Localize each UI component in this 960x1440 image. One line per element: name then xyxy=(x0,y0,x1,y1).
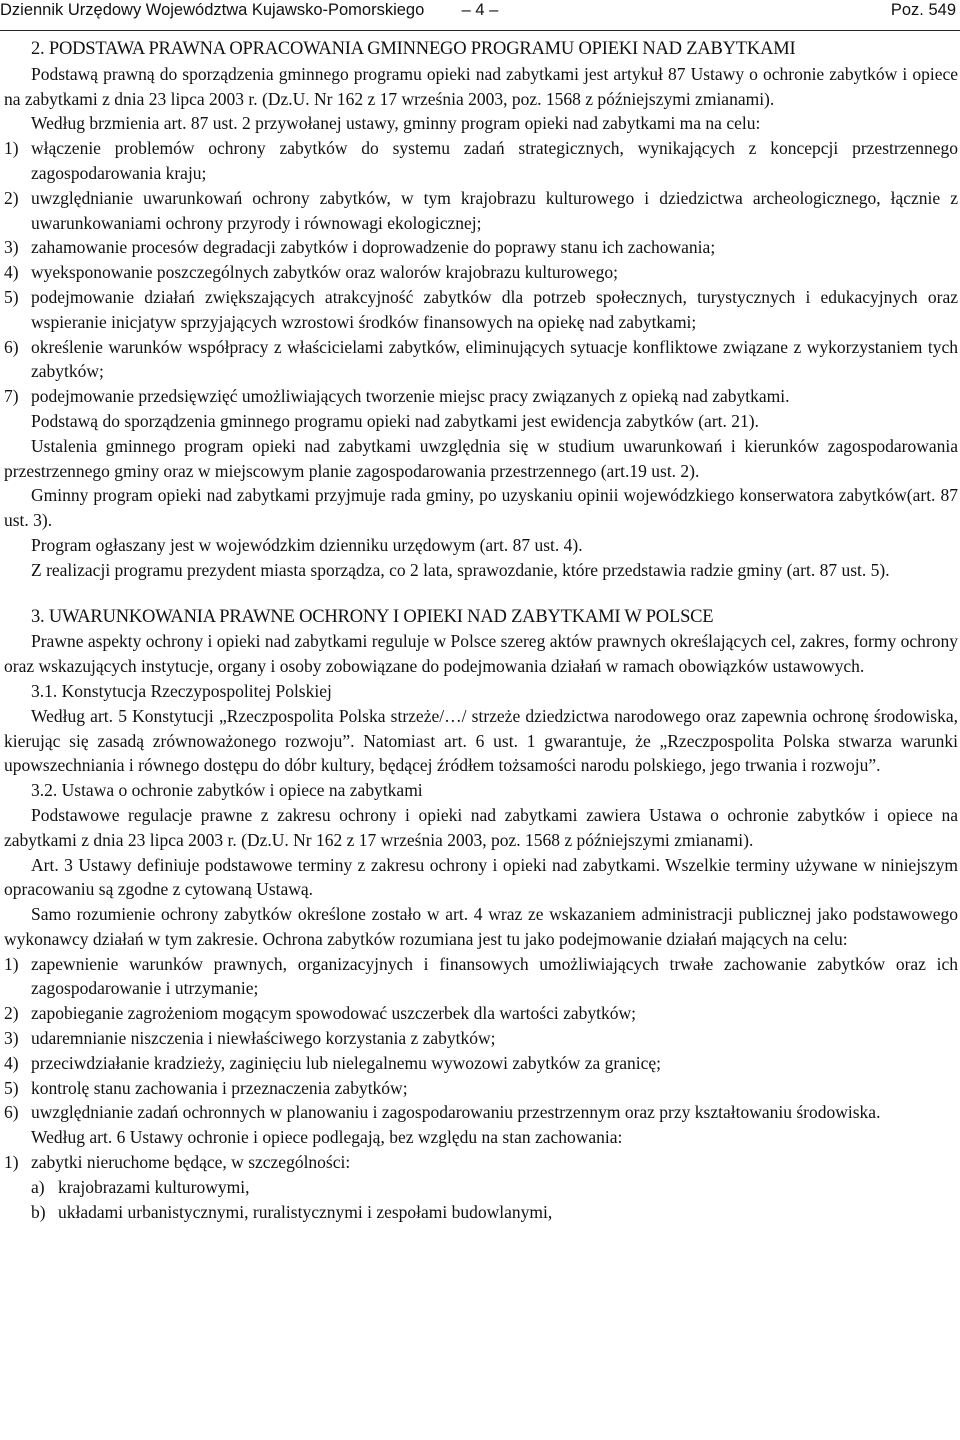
paragraph: Samo rozumienie ochrony zabytków określone zostało w art. 4 wraz ze wskazaniem administracji publicznej jako podstawowego wykonawcy działań w tym zakresie. Ochrona zabytków rozumiana jest tu jako podejmowanie działań mających na celu: xyxy=(4,904,958,949)
paragraph: Z realizacji programu prezydent miasta sporządza, co 2 lata, sprawozdanie, które przedstawia radzie gminy (art. 87 ust. 5). xyxy=(31,559,890,580)
list-item xyxy=(4,136,958,186)
goals-list xyxy=(4,136,958,409)
page-number: – 4 – xyxy=(461,1,499,19)
list-number: 4) xyxy=(4,262,19,283)
list-text: uwzględnianie zadań ochronnych w planowaniu i zagospodarowaniu przestrzennym oraz przy kształtowaniu środowiska. xyxy=(31,1102,881,1123)
list-text: przeciwdziałanie kradzieży, zaginięciu lub nielegalnemu wywozowi zabytków za granicę; xyxy=(31,1052,662,1073)
list-text: krajobrazami kulturowymi, xyxy=(58,1176,250,1197)
list-number: 3) xyxy=(4,1028,19,1049)
list-item xyxy=(4,1051,958,1076)
paragraph: Według art. 5 Konstytucji „Rzeczpospolita Polska strzeże/…/ strzeże dziedzictwa narodowego oraz zapewnia ochronę środowiska, kierując się zasadą zrównoważonego rozwoju”. Natomiast art. 6 ust. 1 gwarantuje, że „Rzeczpospolita Polska stwarza warunki upowszechniania i równego dostępu do dóbr kultury, będącej źródłem tożsamości narodu polskiego, jego trwania i rozwoju”. xyxy=(4,705,958,776)
paragraph: Podstawą do sporządzenia gminnego programu opieki nad zabytkami jest ewidencja zabytków (art. 21). xyxy=(31,410,759,431)
paragraph: Program ogłaszany jest w wojewódzkim dzienniku urzędowym (art. 87 ust. 4). xyxy=(31,534,583,555)
list-text: zahamowanie procesów degradacji zabytków i doprowadzenie do poprawy stanu ich zachowania; xyxy=(31,237,716,258)
list-text: układami urbanistycznymi, ruralistycznymi i zespołami budowlanymi, xyxy=(58,1201,553,1222)
sub-list-item xyxy=(4,1175,958,1200)
paragraph: Ustalenia gminnego program opieki nad zabytkami uwzględnia się w studium uwarunkowań i kierunków zagospodarowania przestrzennego gminy oraz w miejscowym planie zagospodarowania przestrzennego (art.19 ust. 2). xyxy=(4,435,958,481)
list-item xyxy=(4,1026,958,1051)
subsection-3-2-heading: 3.2. Ustawa o ochronie zabytków i opiece na zabytkami xyxy=(31,780,423,801)
list-number: 1) xyxy=(4,138,19,159)
list-letter: b) xyxy=(31,1201,46,1222)
protection-goals-list xyxy=(4,952,958,1126)
paragraph: Podstawą prawną do sporządzenia gminnego programu opieki nad zabytkami jest artykuł 87 Ustawy o ochronie zabytków i opiece na zabytkami z dnia 23 lipca 2003 r. (Dz.U. Nr 162 z 17 września 2003, poz. 1568 z późniejszymi zmianami). xyxy=(4,63,958,109)
list-number: 1) xyxy=(4,953,19,974)
list-text: udaremnianie niszczenia i niewłaściwego korzystania z zabytków; xyxy=(31,1028,496,1049)
paragraph: Według brzmienia art. 87 ust. 2 przywołanej ustawy, gminny program opieki nad zabytkami ma na celu: xyxy=(31,113,761,134)
journal-title: Dziennik Urzędowy Województwa Kujawsko-Pomorskiego xyxy=(0,1,425,19)
list-number: 2) xyxy=(4,187,19,208)
list-item xyxy=(4,384,958,409)
list-text: kontrolę stanu zachowania i przeznaczenia zabytków; xyxy=(31,1077,408,1098)
list-number: 2) xyxy=(4,1003,19,1024)
list-number: 1) xyxy=(4,1152,19,1173)
list-letter: a) xyxy=(31,1176,45,1197)
list-item xyxy=(4,952,958,1002)
list-number: 6) xyxy=(4,336,19,357)
paragraph: Gminny program opieki nad zabytkami przyjmuje rada gminy, po uzyskaniu opinii wojewódzkiego konserwatora zabytków(art. 87 ust. 3). xyxy=(4,485,958,531)
list-text: uwzględnianie uwarunkowań ochrony zabytków, w tym krajobrazu kulturowego i dziedzictwa archeologicznego, łącznie z uwarunkowaniami ochrony przyrody i równowagi ekologicznej; xyxy=(31,187,958,233)
list-number: 6) xyxy=(4,1102,19,1123)
list-item xyxy=(4,1076,958,1101)
list-item xyxy=(4,1100,958,1125)
list-item xyxy=(4,1150,958,1175)
list-item xyxy=(4,285,958,335)
list-item xyxy=(4,186,958,236)
sub-list-item xyxy=(4,1200,958,1225)
list-text: zapobieganie zagrożeniom mogącym spowodować uszczerbek dla wartości zabytków; xyxy=(31,1003,636,1024)
position-number: Poz. 549 xyxy=(890,1,956,19)
list-number: 3) xyxy=(4,237,19,258)
list-item xyxy=(4,235,958,260)
list-item xyxy=(4,335,958,385)
list-number: 5) xyxy=(4,1077,19,1098)
list-number: 7) xyxy=(4,386,19,407)
list-number: 5) xyxy=(4,286,19,307)
list-text: włączenie problemów ochrony zabytków do systemu zadań strategicznych, wynikających z koncepcji przestrzennego zagospodarowania kraju; xyxy=(31,138,958,183)
list-text: wyeksponowanie poszczególnych zabytków oraz walorów krajobrazu kulturowego; xyxy=(31,262,619,283)
list-text: zapewnienie warunków prawnych, organizacyjnych i finansowych umożliwiających trwałe zachowanie zabytków oraz ich zagospodarowanie i utrzymanie; xyxy=(31,953,958,999)
section-2-heading: 2. PODSTAWA PRAWNA OPRACOWANIA GMINNEGO PROGRAMU OPIEKI NAD ZABYTKAMI xyxy=(31,39,796,59)
paragraph: Według art. 6 Ustawy ochronie i opiece podlegają, bez względu na stan zachowania: xyxy=(31,1127,623,1148)
list-item xyxy=(4,260,958,285)
list-text: zabytki nieruchome będące, w szczególności: xyxy=(31,1152,351,1173)
list-item xyxy=(4,1001,958,1026)
list-text: podejmowanie przedsięwzięć umożliwiających tworzenie miejsc pracy związanych z opieką nad zabytkami. xyxy=(31,386,790,407)
paragraph: Prawne aspekty ochrony i opieki nad zabytkami reguluje w Polsce szereg aktów prawnych określających cel, zakres, formy ochrony oraz wskazujących instytucje, organy i osoby zobowiązane do podejmowania działań w ramach obowiązków ustawowych. xyxy=(4,631,958,677)
list-number: 4) xyxy=(4,1052,19,1073)
list-text: podejmowanie działań zwiększających atrakcyjność zabytków dla potrzeb społecznych, turystycznych i edukacyjnych oraz wspieranie inicjatyw sprzyjających wzrostowi środków finansowych na opiekę nad zabytkami; xyxy=(31,286,958,332)
paragraph: Podstawowe regulacje prawne z zakresu ochrony i opieki nad zabytkami zawiera Ustawa o ochronie zabytków i opiece na zabytkami z dnia 23 lipca 2003 r. (Dz.U. Nr 162 z 17 września 2003, poz. 1568 z późniejszymi zmianami). xyxy=(4,804,958,850)
section-3-heading: 3. UWARUNKOWANIA PRAWNE OCHRONY I OPIEKI NAD ZABYTKAMI W POLSCE xyxy=(31,606,714,627)
subsection-3-1-heading: 3.1. Konstytucja Rzeczypospolitej Polskiej xyxy=(31,680,332,701)
document-body xyxy=(4,37,958,1224)
list-text: określenie warunków współpracy z właścicielami zabytków, eliminujących sytuacje konfliktowe związane z wykorzystaniem tych zabytków; xyxy=(31,336,958,382)
page-header xyxy=(0,0,960,31)
paragraph: Art. 3 Ustawy definiuje podstawowe terminy z zakresu ochrony i opieki nad zabytkami. Wszelkie terminy używane w niniejszym opracowaniu są zgodne z cytowaną Ustawą. xyxy=(4,854,958,900)
